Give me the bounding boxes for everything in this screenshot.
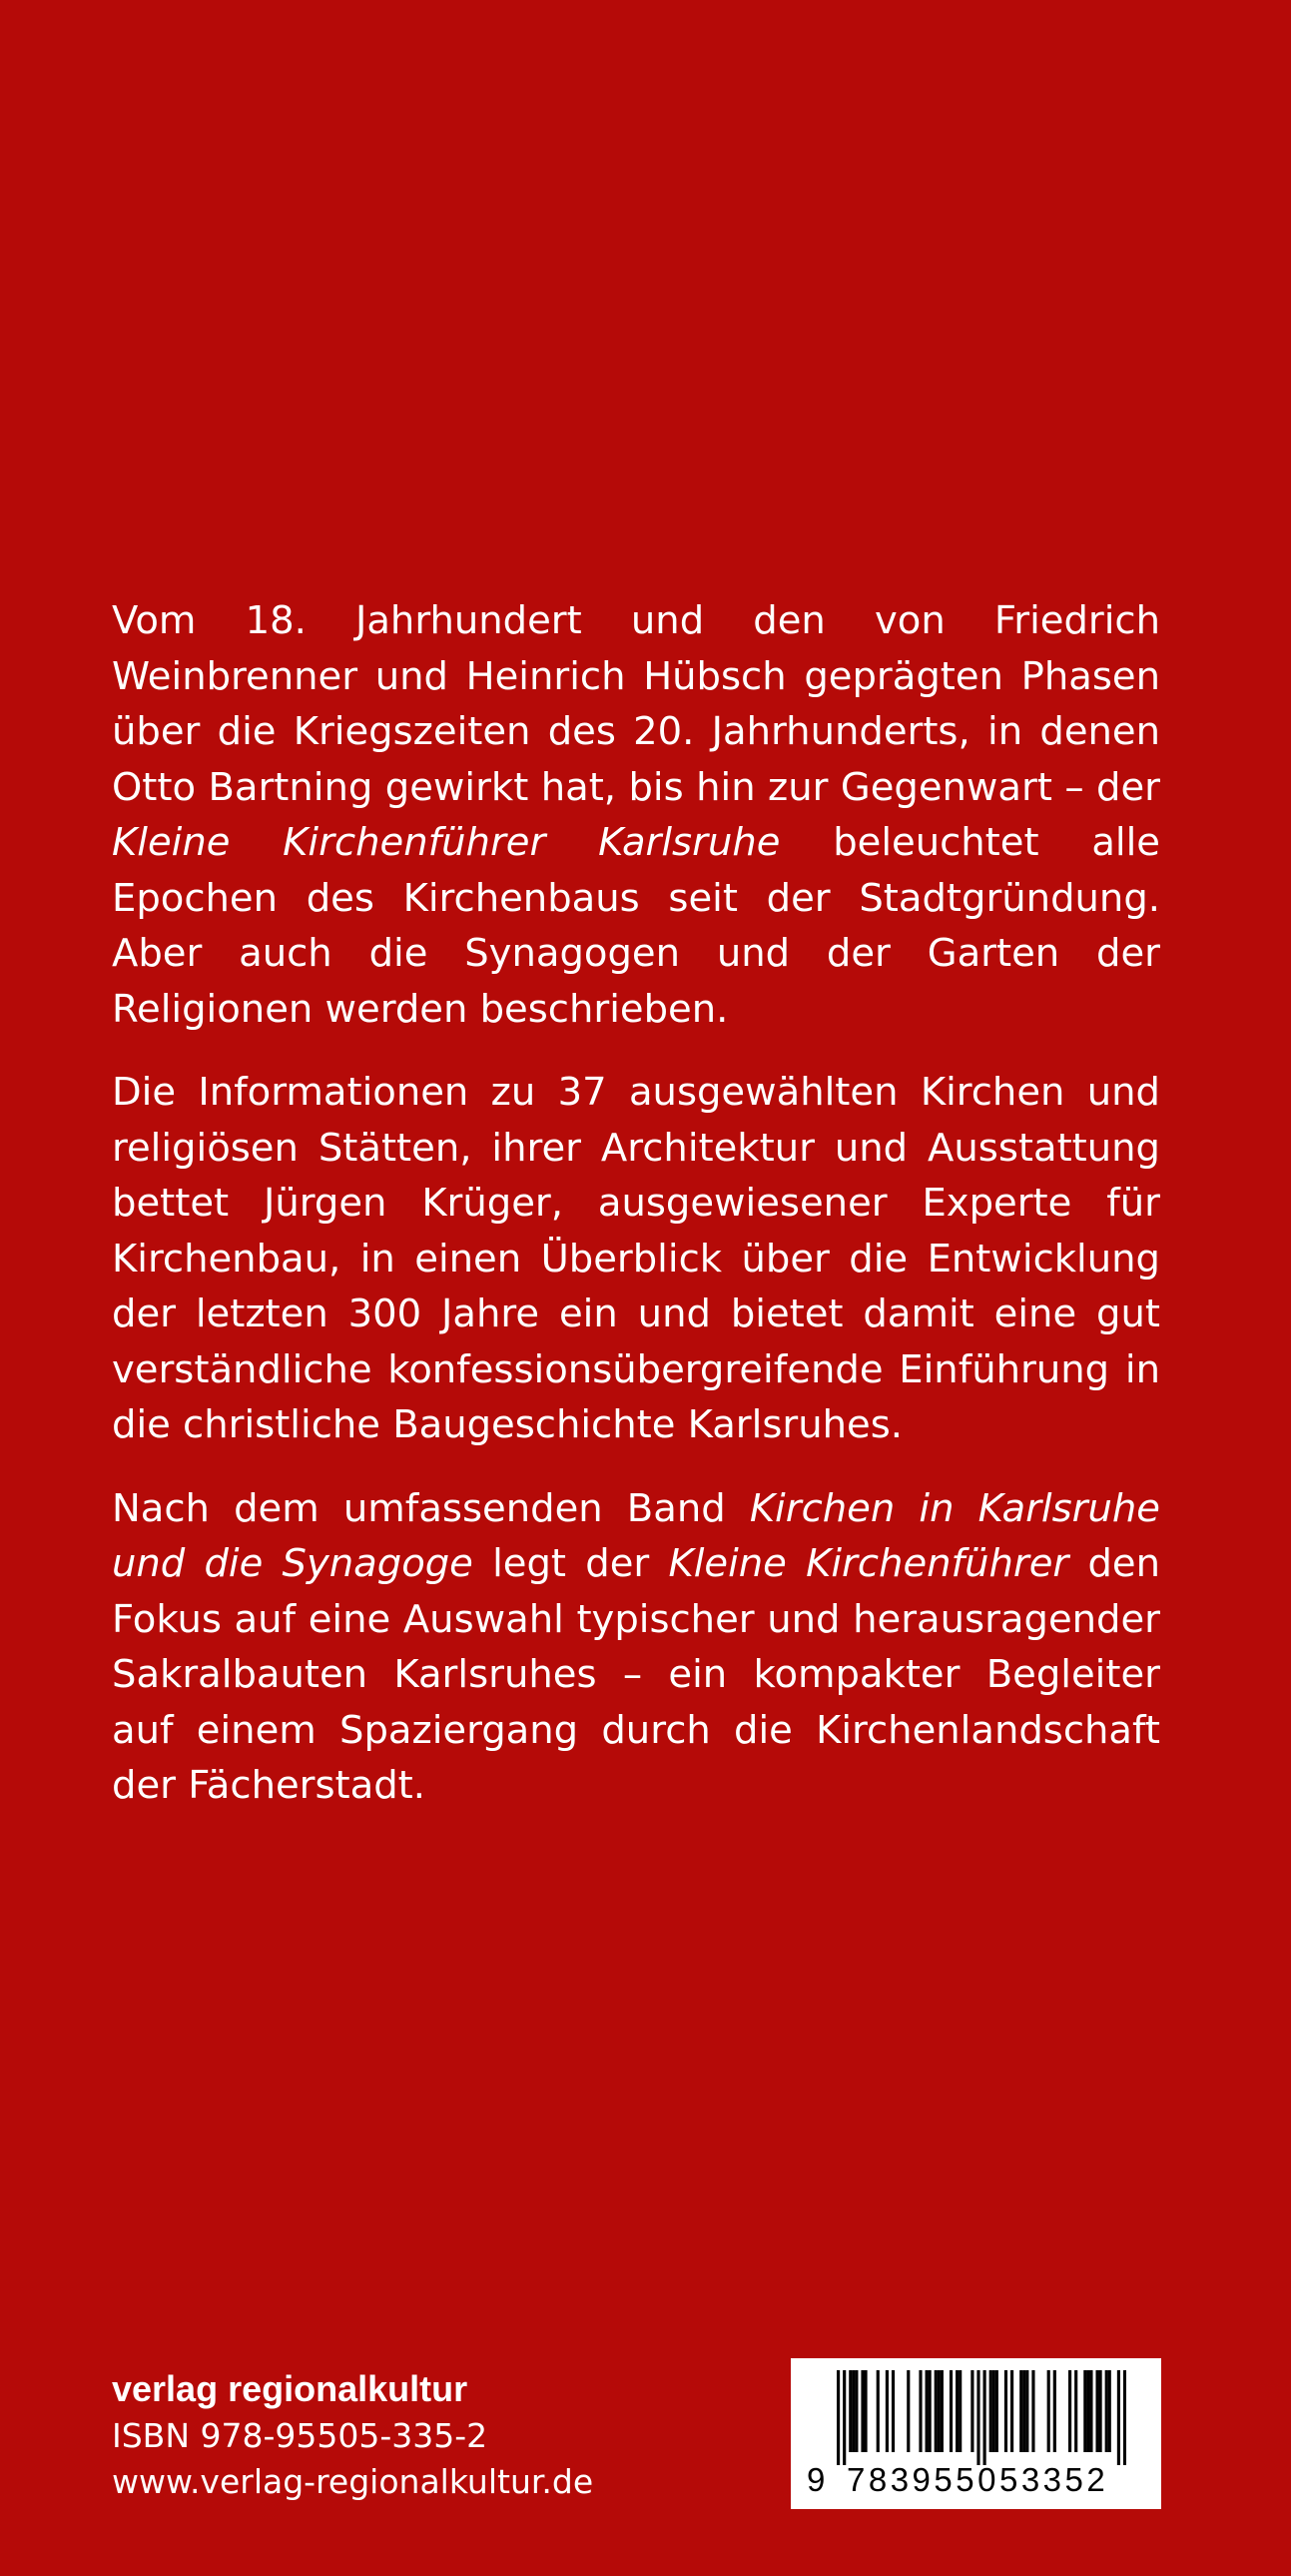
barcode-bar <box>1095 2370 1098 2452</box>
barcode-bar <box>1074 2370 1077 2452</box>
barcode-bar <box>1086 2370 1089 2452</box>
barcode-guard-bar <box>976 2370 979 2465</box>
blurb-p1-text-1: Vom 18. Jahrhundert und den von Friedrich Weinbrenner und Heinrich Hübsch geprägten Phasen über die Kriegszeiten des 20. Jahrhunderts, in denen Otto Bartning gewirkt hat, bis hin zur Gegenwart – der <box>112 598 1160 810</box>
blurb-p1-book-title: Kleine Kirchenführer Karlsruhe <box>112 820 781 865</box>
blurb-p3-text-2: legt der <box>472 1541 669 1586</box>
blurb-p3-book-title-1: Kirchen in Karlsruhe und die Synagoge <box>112 1485 1160 1586</box>
barcode-bar <box>886 2370 889 2452</box>
barcode-bar <box>892 2370 895 2452</box>
barcode-bar <box>956 2370 959 2452</box>
publisher-website[interactable]: www.verlag-regionalkultur.de <box>112 2462 594 2501</box>
barcode-bar <box>995 2370 998 2452</box>
barcode-bar <box>907 2370 910 2452</box>
back-cover-blurb <box>112 593 1160 1842</box>
barcode-guard-bar <box>983 2370 986 2465</box>
barcode-bar <box>852 2370 855 2452</box>
blurb-p1-text-2: beleuchtet alle Epochen des Kirchenbaus seit der Stadtgründung. Aber auch die Synagogen und der Garten der Religionen werden beschrieben. <box>112 820 1160 1032</box>
barcode-bar <box>1068 2370 1071 2452</box>
blurb-paragraph-2: Die Informationen zu 37 ausgewählten Kirchen und religiösen Stätten, ihrer Architektur und Ausstattung bettet Jürgen Krüger, ausgewiesener Experte für Kirchenbau, in einen Überblick über die Entwicklung der letzten 300 Jahre ein und bietet damit eine gut verständliche konfessionsübergreifende Einführung in die christliche Baugeschichte Karlsruhes. <box>112 1070 1160 1447</box>
barcode-bar <box>959 2370 962 2452</box>
isbn-barcode <box>791 2358 1161 2509</box>
barcode-bar <box>1053 2370 1056 2452</box>
blurb-p3-text-1: Nach dem umfassenden Band <box>112 1485 750 1531</box>
barcode-bar <box>1019 2370 1022 2452</box>
barcode-bar <box>1031 2370 1034 2452</box>
barcode-bar <box>992 2370 995 2452</box>
barcode-bar <box>1089 2370 1092 2452</box>
barcode-bar <box>849 2370 852 2452</box>
barcode-bar <box>1010 2370 1013 2452</box>
barcode-bars <box>837 2370 1126 2465</box>
barcode-bar <box>1083 2370 1086 2452</box>
barcode-bar <box>864 2370 867 2452</box>
barcode-bar <box>970 2370 973 2452</box>
barcode-bar <box>935 2370 938 2452</box>
barcode-bar <box>1099 2370 1102 2452</box>
blurb-paragraph-3 <box>112 1481 1160 1814</box>
barcode-bar <box>950 2370 953 2452</box>
barcode-guard-bar <box>837 2370 840 2465</box>
barcode-bar <box>1004 2370 1007 2452</box>
barcode-first-digit: 9 <box>807 2461 826 2498</box>
barcode-guard-bar <box>1117 2370 1120 2465</box>
barcode-guard-bar <box>1123 2370 1126 2465</box>
barcode-guard-bar <box>843 2370 846 2465</box>
publisher-info <box>112 2365 811 2505</box>
barcode-bar <box>941 2370 944 2452</box>
barcode-bar <box>1025 2370 1028 2452</box>
barcode-bar <box>929 2370 932 2452</box>
barcode-bar <box>989 2370 992 2452</box>
barcode-bar <box>855 2370 858 2452</box>
blurb-p3-book-title-2: Kleine Kirchenführer <box>668 1541 1069 1586</box>
barcode-bar <box>938 2370 941 2452</box>
barcode-bar <box>1047 2370 1050 2452</box>
publisher-name: verlag regionalkultur <box>112 2368 468 2409</box>
barcode-digits: 783955053352 <box>847 2461 1109 2498</box>
barcode-bar <box>877 2370 880 2452</box>
barcode-bar <box>1022 2370 1025 2452</box>
blurb-p3-text-3: den Fokus auf eine Auswahl typischer und herausragender Sakralbauten Karlsruhes – ein kompakter Begleiter auf einem Spaziergang durch die Kirchenlandschaft der Fächerstadt. <box>112 1541 1160 1808</box>
barcode-bar <box>1108 2370 1111 2452</box>
barcode-bar <box>926 2370 929 2452</box>
barcode-bar <box>861 2370 864 2452</box>
barcode-bar <box>919 2370 922 2452</box>
blurb-paragraph-1 <box>112 593 1160 1037</box>
barcode-bar <box>1105 2370 1108 2452</box>
isbn-text: ISBN 978-95505-335-2 <box>112 2416 488 2455</box>
